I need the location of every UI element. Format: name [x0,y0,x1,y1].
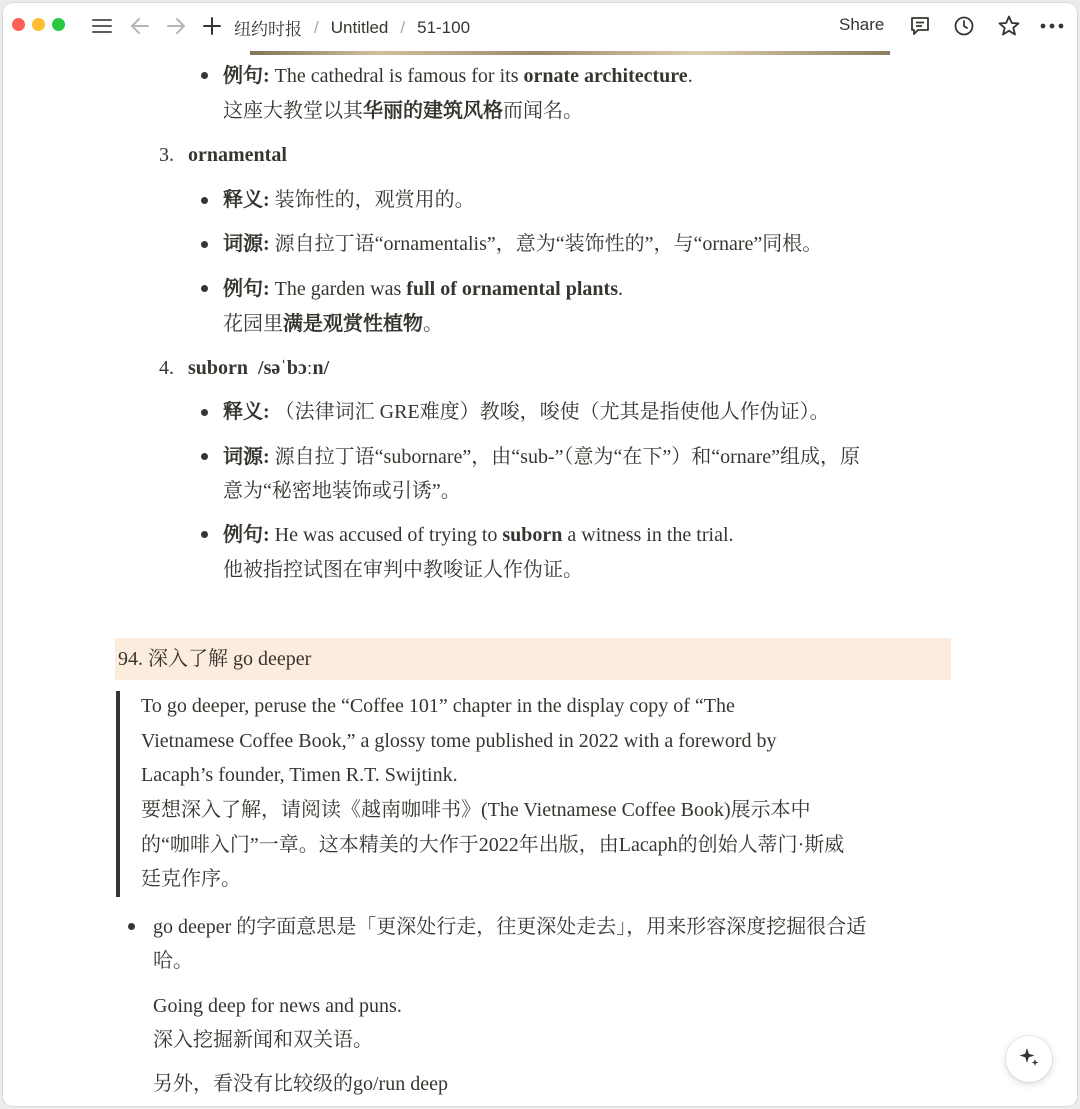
example-translation [223,309,443,339]
example-label: 例句: [223,524,270,546]
word: suborn [188,357,249,379]
bullet [128,923,135,930]
etymology-line [223,229,822,259]
more-options-icon[interactable] [1039,13,1065,39]
word-heading [188,140,287,170]
breadcrumb [234,15,470,40]
minimize-window-button[interactable] [32,18,45,31]
etymology-text: 源自拉丁语“subornare”，由“sub-”（意为“在下”）和“ornare”组成，原 [274,446,861,468]
text: 而闻名。 [503,100,583,122]
word-heading [188,353,329,383]
breadcrumb-separator: / [314,17,319,37]
sparkle-icon [1017,1045,1041,1074]
quote-line: 要想深入了解，请阅读《越南咖啡书》(The Vietnamese Coffee Book)展示本中 [141,799,811,821]
top-bar [3,3,1077,51]
example-translation: 他被指控试图在审判中教唆证人作伪证。 [223,559,583,581]
quote-line: Lacaph’s founder, Timen R.T. Swijtink. [141,764,458,786]
example-label: 例句: [223,65,270,87]
quote-line: Vietnamese Coffee Book,” a glossy tome published in 2022 with a foreword by [141,730,777,752]
example-bold: full of ornamental plants [406,278,618,300]
share-button[interactable]: Share [839,15,885,34]
meaning-line [223,185,475,215]
comment-icon[interactable] [907,13,933,39]
text: 这座大教堂以其 [223,100,363,122]
meaning-label: 释义: [223,401,270,423]
list-number: 4. [159,357,174,379]
entry-heading: 94. 深入了解 go deeper [118,648,312,670]
example-en: Going deep for news and puns. [153,995,402,1017]
etymology-line [223,442,860,472]
page-content [3,3,1077,1106]
breadcrumb-item-current[interactable]: 51-100 [417,17,471,37]
example-line [223,520,734,550]
example-line [223,274,623,304]
example-label: 例句: [223,278,270,300]
bullet [201,72,208,79]
maximize-window-button[interactable] [52,18,65,31]
quote-line: To go deeper, peruse the “Coffee 101” chapter in the display copy of “The [141,695,735,717]
meaning-label: 释义: [223,189,270,211]
example-text: The cathedral is famous for its [274,65,524,87]
word: ornamental [188,144,287,166]
example-text: The garden was [274,278,407,300]
phonetic: /səˈbɔːn/ [258,357,330,379]
etymology-label: 词源: [223,446,270,468]
example-text: a witness in the trial. [562,524,734,546]
example-translation [223,96,583,126]
bullet [201,285,208,292]
text: 花园里 [223,313,283,335]
quote-line: 的“咖啡入门”一章。这本精美的大作于2022年出版，由Lacaph的创始人蒂门·斯威 [141,834,845,856]
bullet [201,531,208,538]
quote-line: 廷克作序。 [141,868,241,890]
example-cn: 深入挖掘新闻和双关语。 [153,1029,373,1051]
notion-window [3,3,1077,1106]
history-clock-icon[interactable] [951,13,977,39]
meaning-line [223,397,830,427]
forward-arrow-icon[interactable] [163,13,189,39]
note-line: 哈。 [153,950,193,972]
meaning-text: 装饰性的，观赏用的。 [274,189,475,211]
close-window-button[interactable] [12,18,25,31]
example-text: . [617,278,623,300]
extra-note: 另外，看没有比较级的go/run deep [153,1073,448,1095]
back-arrow-icon[interactable] [127,13,153,39]
bullet [201,197,208,204]
ai-assistant-button[interactable] [1006,1036,1052,1082]
sidebar-menu-icon[interactable] [89,13,115,39]
list-number: 3. [159,144,174,166]
bullet [201,453,208,460]
text-bold: 华丽的建筑风格 [363,100,503,122]
example-text: He was accused of trying to [274,524,503,546]
example-line [223,61,693,91]
text-bold: 满是观赏性植物 [283,313,423,335]
note-line: go deeper 的字面意思是「更深处行走，往更深处走去」，用来形容深度挖掘很合适 [153,916,867,938]
bullet [201,409,208,416]
etymology-continuation: 意为“秘密地装饰或引诱”。 [223,480,461,502]
example-bold: suborn [502,524,563,546]
meaning-text: （法律词汇 GRE难度）教唆，唆使（尤其是指使他人作伪证）。 [274,401,830,423]
etymology-label: 词源: [223,233,270,255]
etymology-text: 源自拉丁语“ornamentalis”，意为“装饰性的”，与“ornare”同根。 [274,233,823,255]
breadcrumb-item-untitled[interactable]: Untitled [330,17,389,37]
example-bold: ornate architecture [523,65,688,87]
new-page-plus-icon[interactable] [199,13,225,39]
breadcrumb-item-workspace[interactable]: 纽约时报 [234,20,302,39]
breadcrumb-separator: / [400,17,406,37]
favorite-star-icon[interactable] [996,13,1022,39]
quote-bar [116,691,120,897]
text: 。 [423,313,443,335]
bullet [201,241,208,248]
example-text: . [687,65,693,87]
